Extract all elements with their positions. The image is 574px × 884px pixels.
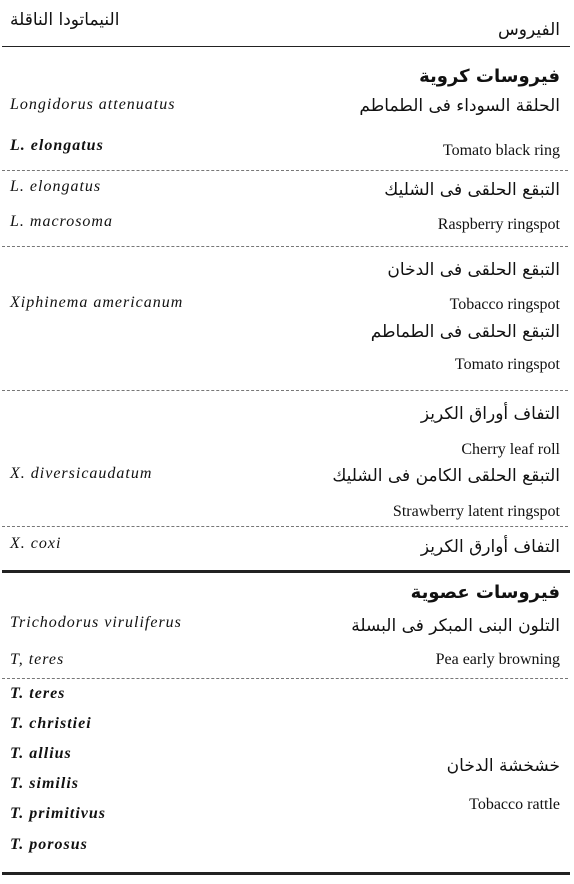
virus-tbr-ar: الحلقة السوداء فى الطماطم bbox=[359, 96, 560, 116]
header-rule bbox=[2, 46, 570, 47]
row-divider bbox=[2, 246, 568, 247]
vector-l-elongatus: L. elongatus bbox=[10, 137, 104, 154]
virus-tr-en: Tobacco rattle bbox=[469, 796, 560, 813]
vector-l-elongatus-2: L. elongatus bbox=[10, 178, 102, 195]
vector-t-porosus: T. porosus bbox=[10, 836, 88, 853]
section-rule bbox=[2, 570, 570, 573]
vector-column-header: النيماتودا الناقلة bbox=[10, 10, 120, 30]
virus-tbr-en: Tomato black ring bbox=[442, 142, 560, 159]
row-divider bbox=[2, 390, 568, 391]
vector-t-similis: T. similis bbox=[10, 775, 79, 792]
virus-clr-ar: التفاف أوراق الكريز bbox=[420, 404, 560, 424]
vector-t-teres-2: T. teres bbox=[10, 685, 66, 702]
virus-tr-ar: خشخشة الدخان bbox=[446, 756, 560, 776]
vector-xiphinema-americanum: Xiphinema americanum bbox=[10, 294, 184, 311]
vector-x-coxi: X. coxi bbox=[10, 535, 62, 552]
vector-l-macrosoma: L. macrosoma bbox=[10, 213, 113, 230]
row-divider bbox=[2, 678, 568, 679]
virus-trs-tom-en: Tomato ringspot bbox=[454, 356, 560, 373]
virus-trs-tob-en: Tobacco ringspot bbox=[449, 296, 560, 313]
vector-t-teres: T, teres bbox=[10, 651, 65, 668]
vector-longidorus-attenuatus: Longidorus attenuatus bbox=[10, 96, 176, 113]
vector-t-allius: T. allius bbox=[10, 745, 72, 762]
row-divider bbox=[2, 170, 568, 171]
row-divider bbox=[2, 526, 568, 527]
virus-trs-tom-ar: التبقع الحلقى فى الطماطم bbox=[370, 322, 560, 342]
vector-x-diversicaudatum: X. diversicaudatum bbox=[10, 465, 153, 482]
virus-rrs-en: Raspberry ringspot bbox=[437, 216, 560, 233]
virus-peb-en: Pea early browning bbox=[435, 651, 560, 668]
virus-peb-ar: التلون البنى المبكر فى البسلة bbox=[351, 616, 560, 636]
section-rod: فيروسات عصوية bbox=[410, 582, 560, 603]
virus-rrs-ar: التبقع الحلقى فى الشليك bbox=[384, 180, 560, 200]
virus-slr-en: Strawberry latent ringspot bbox=[392, 503, 560, 520]
vector-trichodorus-viruliferus: Trichodorus viruliferus bbox=[10, 614, 182, 631]
vector-t-primitivus: T. primitivus bbox=[10, 805, 106, 822]
section-spherical: فيروسات كروية bbox=[419, 66, 560, 87]
virus-trs-tob-ar: التبقع الحلقى فى الدخان bbox=[387, 260, 560, 280]
bottom-rule bbox=[2, 872, 570, 875]
virus-clr2-ar: التفاف أوارق الكريز bbox=[420, 537, 560, 557]
virus-column-header: الفيروس bbox=[498, 20, 560, 40]
vector-t-christiei: T. christiei bbox=[10, 715, 92, 732]
virus-slr-ar: التبقع الحلقى الكامن فى الشليك bbox=[332, 466, 560, 486]
virus-clr-en: Cherry leaf roll bbox=[461, 441, 560, 458]
